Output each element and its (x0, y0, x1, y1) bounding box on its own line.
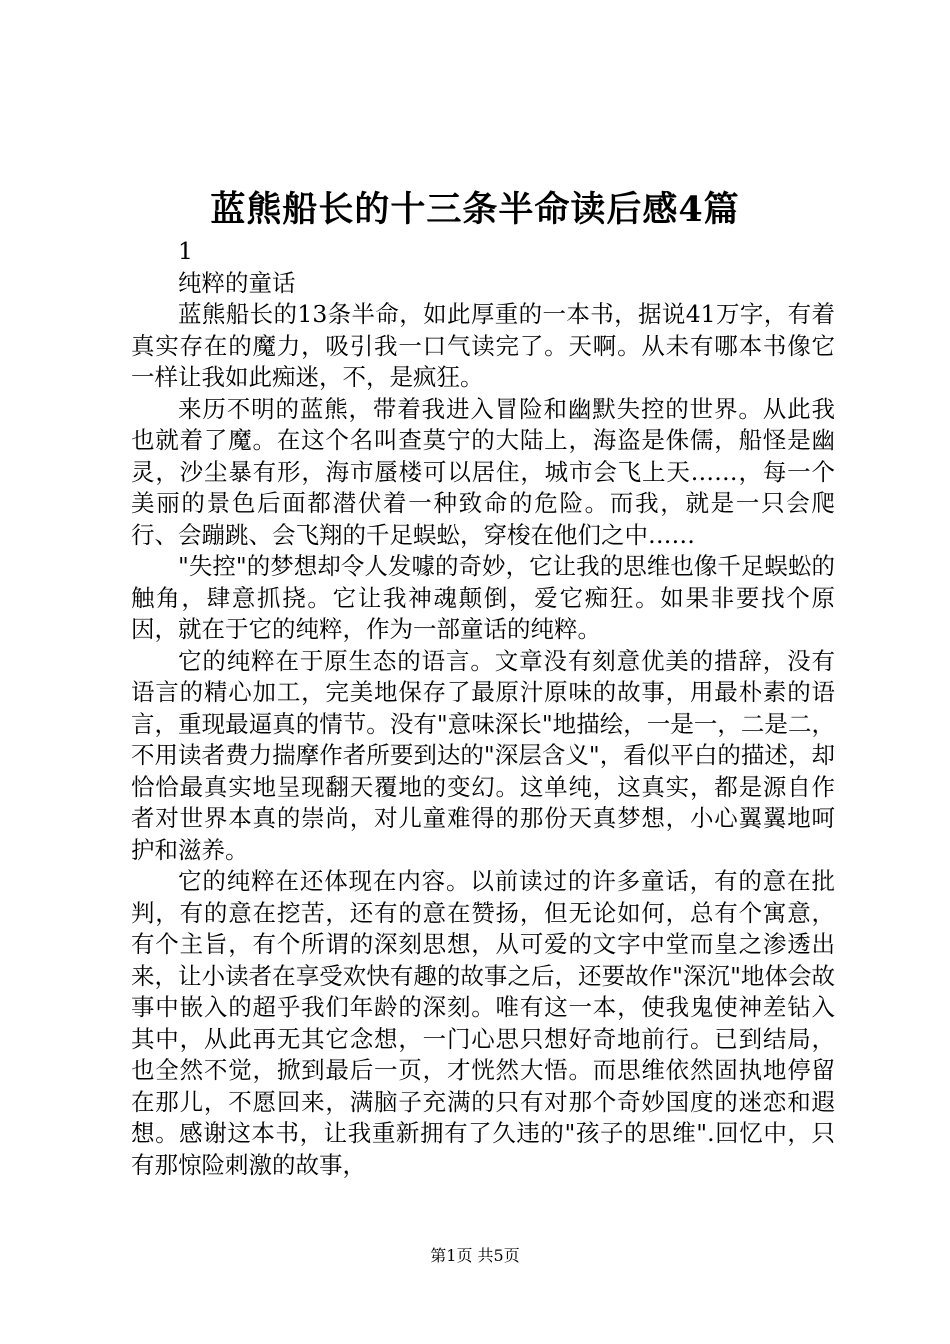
page-footer: 第1页 共5页 (430, 1246, 520, 1265)
body-paragraph: "失控"的梦想却令人发噱的奇妙，它让我的思维也像千足蜈蚣的触角，肆意抓挠。它让我神魂颠倒，爱它痴狂。如果非要找个原因，就在于它的纯粹，作为一部童话的纯粹。 (131, 552, 835, 643)
body-paragraph: 它的纯粹在还体现在内容。以前读过的许多童话，有的意在批判，有的意在挖苦，还有的意在赞扬，但无论如何，总有个寓意，有个主旨，有个所谓的深刻思想，从可爱的文字中堂而皇之渗透出来，让小读者在享受欢快有趣的故事之后，还要故作"深沉"地体会故事中嵌入的超乎我们年龄的深刻。唯有这一本，使我鬼使神差钻入其中，从此再无其它念想，一门心思只想好奇地前行。已到结局，也全然不觉，掀到最后一页，才恍然大悟。而思维依然固执地停留在那儿，不愿回来，满脑子充满的只有对那个奇妙国度的迷恋和遐想。感谢这本书，让我重新拥有了久违的"孩子的思维".回忆中，只有那惊险刺激的故事， (131, 867, 835, 1179)
section-heading: 纯粹的童话 (178, 268, 296, 297)
body-paragraph: 来历不明的蓝熊，带着我进入冒险和幽默失控的世界。从此我也就着了魔。在这个名叫查莫宁的大陆上，海盗是侏儒，船怪是幽灵，沙尘暴有形，海市蜃楼可以居住，城市会飞上天……，每一个美丽的景色后面都潜伏着一种致命的危险。而我，就是一只会爬行、会蹦跳、会飞翔的千足蜈蚣，穿梭在他们之中…… (131, 394, 835, 549)
body-paragraph: 它的纯粹在于原生态的语言。文章没有刻意优美的措辞，没有语言的精心加工，完美地保存了最原汁原味的故事，用最朴素的语言，重现最逼真的情节。没有"意味深长"地描绘，一是一，二是二，不用读者费力揣摩作者所要到达的"深层含义"，看似平白的描述，却恰恰最真实地呈现翻天覆地的变幻。这单纯，这真实，都是源自作者对世界本真的崇尚，对儿童难得的那份天真梦想，小心翼翼地呵护和滋养。 (131, 646, 835, 864)
document-body (131, 236, 835, 1181)
section-number: 1 (178, 237, 193, 265)
document-title: 蓝熊船长的十三条半命读后感4篇 (210, 189, 740, 230)
body-paragraph: 蓝熊船长的13条半命，如此厚重的一本书，据说41万字，有着真实存在的魔力，吸引我一口气读完了。天啊。从未有哪本书像它一样让我如此痴迷，不，是疯狂。 (131, 300, 835, 391)
